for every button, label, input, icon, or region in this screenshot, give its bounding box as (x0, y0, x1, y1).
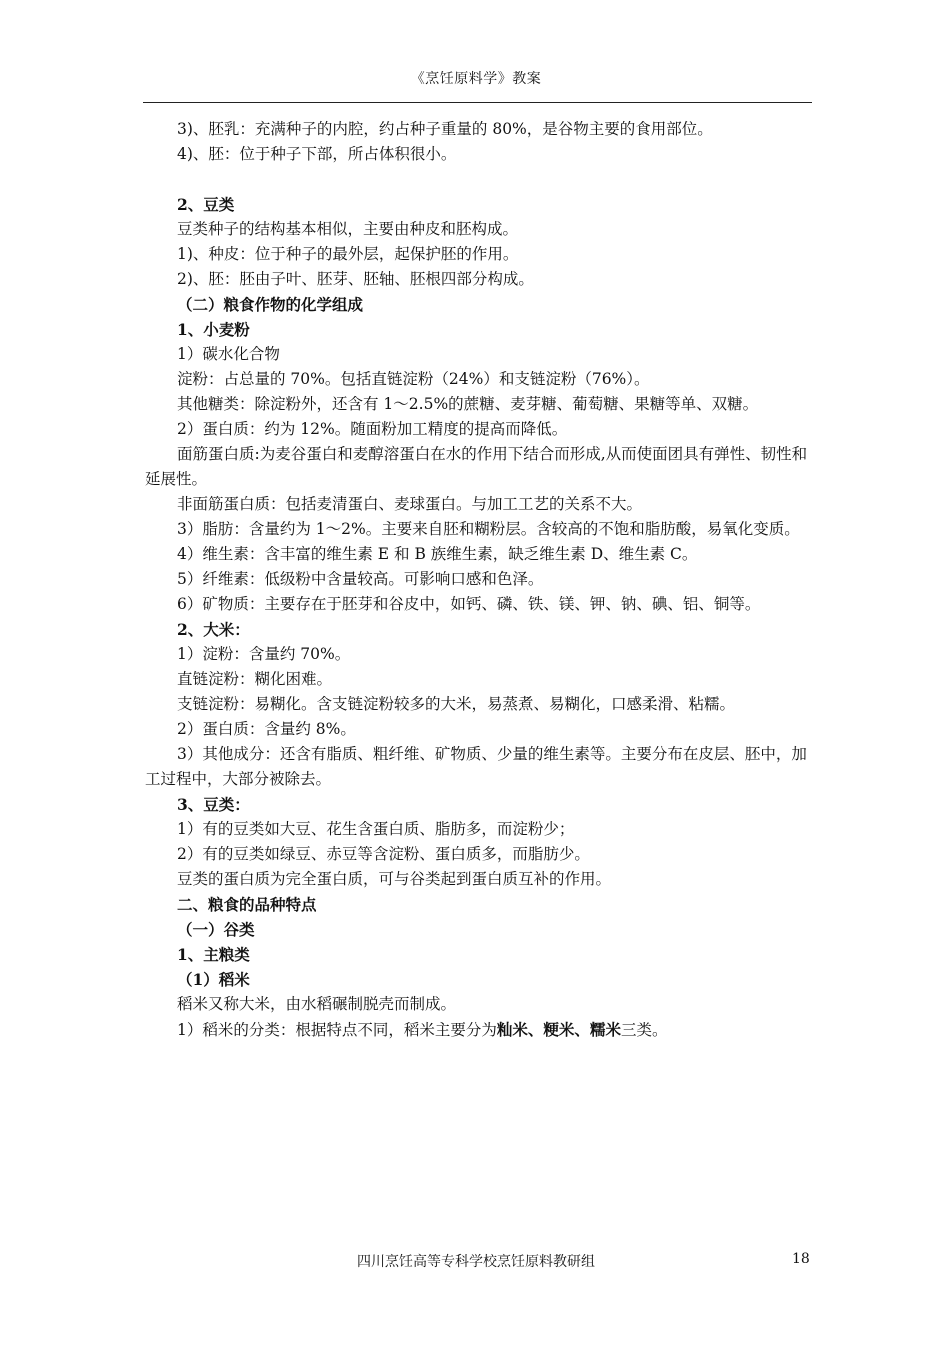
paragraph-rice-types (145, 1017, 811, 1043)
blank-line (145, 167, 811, 192)
section-heading: （一）谷类 (177, 920, 255, 939)
paragraph: 1）碳水化合物 (177, 345, 280, 363)
paragraph: 4)、胚：位于种子下部，所占体积很小。 (177, 145, 457, 163)
paragraph: 淀粉：占总量的 70%。包括直链淀粉（24%）和支链淀粉（76%）。 (177, 370, 650, 388)
paragraph: 2）蛋白质：含量约 8%。 (177, 720, 356, 738)
paragraph: 1）有的豆类如大豆、花生含蛋白质、脂肪多，而淀粉少； (177, 820, 575, 838)
page-header-title: 《烹饪原料学》教案 (410, 71, 542, 87)
document-body (145, 117, 811, 1043)
section-heading: 2、豆类 (177, 195, 235, 214)
header-divider (143, 102, 812, 103)
paragraph: 1)、种皮：位于种子的最外层，起保护胚的作用。 (177, 245, 519, 263)
paragraph: 3）脂肪：含量约为 1～2%。主要来自胚和糊粉层。含较高的不饱和脂肪酸，易氧化变质。 (177, 520, 800, 538)
section-heading: 3、豆类： (177, 795, 250, 814)
paragraph: 2)、胚：胚由子叶、胚芽、胚轴、胚根四部分构成。 (177, 270, 534, 288)
paragraph: 5）纤维素：低级粉中含量较高。可影响口感和色泽。 (177, 570, 544, 588)
section-heading: （1）稻米 (177, 970, 250, 989)
paragraph: 3)、胚乳：充满种子的内腔，约占种子重量的 80%，是谷物主要的食用部位。 (177, 120, 713, 138)
section-heading: 二、粮食的品种特点 (177, 895, 317, 914)
paragraph: 3）其他成分：还含有脂质、粗纤维、矿物质、少量的维生素等。主要分布在皮层、胚中，加工过程中，大部分被除去。 (145, 745, 807, 788)
section-heading: 1、主粮类 (177, 945, 250, 964)
rice-type-separator: 、 (527, 1020, 544, 1039)
paragraph: 其他糖类：除淀粉外，还含有 1～2.5%的蔗糖、麦芽糖、葡萄糖、果糖等单、双糖。 (177, 395, 759, 413)
paragraph: 2）有的豆类如绿豆、赤豆等含淀粉、蛋白质多，而脂肪少。 (177, 845, 590, 863)
rice-type-japonica: 粳米 (543, 1020, 575, 1039)
section-heading: 1、小麦粉 (177, 320, 250, 339)
paragraph: 1）淀粉：含量约 70%。 (177, 645, 351, 663)
paragraph: 非面筋蛋白质：包括麦清蛋白、麦球蛋白。与加工工艺的关系不大。 (177, 495, 643, 513)
rice-types-prefix: 1）稻米的分类：根据特点不同，稻米主要分为 (177, 1021, 497, 1039)
page-footer: 四川烹饪高等专科学校烹饪原料教研组 (357, 1254, 595, 1270)
rice-type-separator: 、 (574, 1020, 590, 1039)
paragraph: 面筋蛋白质:为麦谷蛋白和麦醇溶蛋白在水的作用下结合而形成,从而使面团具有弹性、韧性和延展性。 (145, 445, 808, 488)
paragraph: 豆类种子的结构基本相似，主要由种皮和胚构成。 (177, 220, 519, 238)
section-heading: 2、大米： (177, 620, 250, 639)
rice-type-indica: 籼米 (496, 1020, 528, 1039)
rice-types-suffix: 三类。 (620, 1021, 668, 1039)
paragraph: 4）维生素：含丰富的维生素 E 和 B 族维生素，缺乏维生素 D、维生素 C。 (177, 545, 698, 563)
paragraph: 豆类的蛋白质为完全蛋白质，可与谷类起到蛋白质互补的作用。 (177, 870, 612, 888)
paragraph: 支链淀粉：易糊化。含支链淀粉较多的大米，易蒸煮、易糊化，口感柔滑、粘糯。 (177, 695, 736, 713)
paragraph: 直链淀粉：糊化困难。 (177, 670, 333, 688)
paragraph: 2）蛋白质：约为 12%。随面粉加工精度的提高而降低。 (177, 420, 568, 438)
page-number: 18 (792, 1251, 810, 1267)
section-heading: （二）粮食作物的化学组成 (177, 295, 364, 314)
rice-type-glutinous: 糯米 (589, 1020, 621, 1039)
paragraph: 稻米又称大米，由水稻碾制脱壳而制成。 (177, 995, 457, 1013)
paragraph: 6）矿物质：主要存在于胚芽和谷皮中，如钙、磷、铁、镁、钾、钠、碘、铝、铜等。 (177, 595, 761, 613)
